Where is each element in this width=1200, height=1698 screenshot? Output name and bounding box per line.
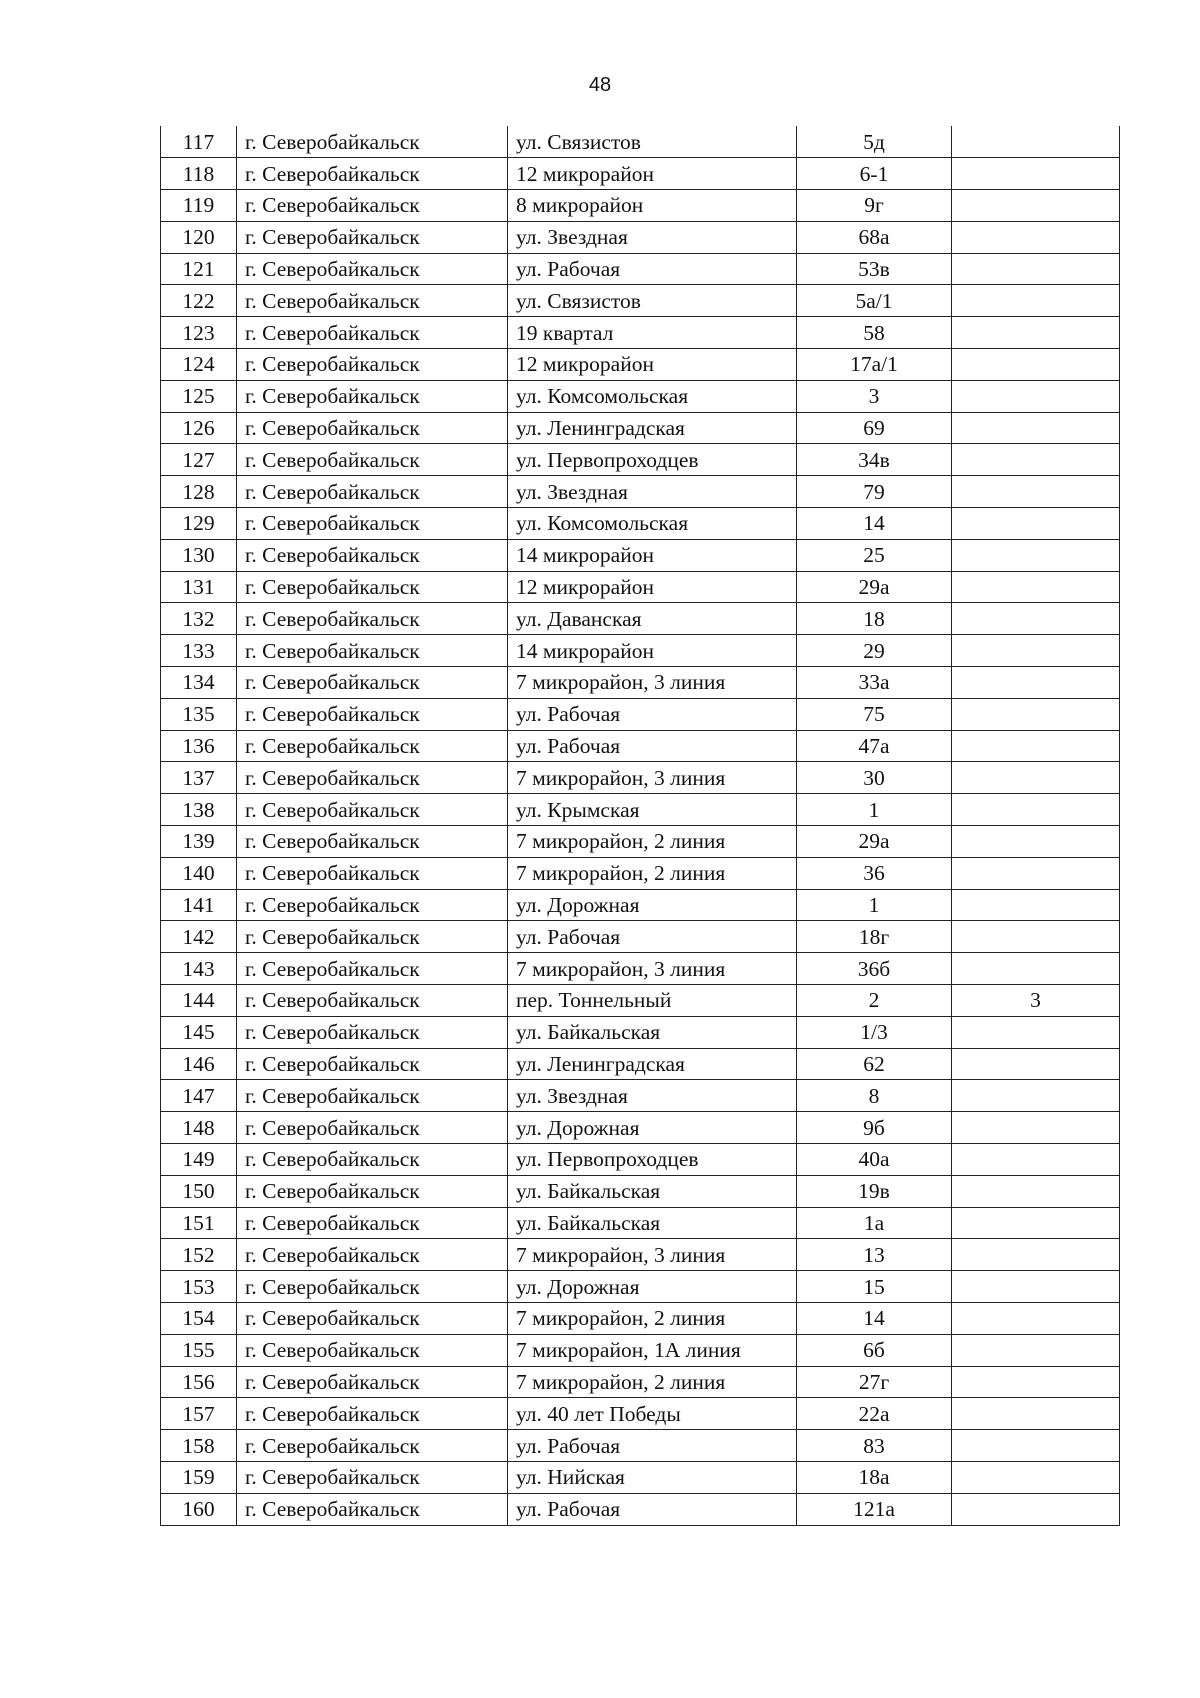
row-number-cell: 133 bbox=[161, 635, 237, 667]
street-cell: пер. Тоннельный bbox=[508, 985, 797, 1017]
house-number-cell: 25 bbox=[797, 539, 952, 571]
table-row bbox=[161, 730, 1120, 762]
city-cell: г. Северобайкальск bbox=[237, 190, 508, 222]
extra-cell bbox=[952, 603, 1120, 635]
row-number-cell: 143 bbox=[161, 953, 237, 985]
street-cell: ул. Рабочая bbox=[508, 730, 797, 762]
street-cell: ул. Связистов bbox=[508, 285, 797, 317]
table-row bbox=[161, 1461, 1120, 1493]
table-row bbox=[161, 380, 1120, 412]
extra-cell bbox=[952, 826, 1120, 858]
extra-cell bbox=[952, 158, 1120, 190]
table-row bbox=[161, 190, 1120, 222]
row-number-cell: 118 bbox=[161, 158, 237, 190]
row-number-cell: 126 bbox=[161, 412, 237, 444]
extra-cell bbox=[952, 317, 1120, 349]
row-number-cell: 151 bbox=[161, 1207, 237, 1239]
extra-cell bbox=[952, 1334, 1120, 1366]
table-row bbox=[161, 635, 1120, 667]
street-cell: ул. Дорожная bbox=[508, 889, 797, 921]
city-cell: г. Северобайкальск bbox=[237, 126, 508, 158]
extra-cell bbox=[952, 857, 1120, 889]
house-number-cell: 47а bbox=[797, 730, 952, 762]
street-cell: 7 микрорайон, 2 линия bbox=[508, 1366, 797, 1398]
table-row bbox=[161, 1366, 1120, 1398]
street-cell: 7 микрорайон, 3 линия bbox=[508, 667, 797, 699]
extra-cell bbox=[952, 190, 1120, 222]
table-row bbox=[161, 539, 1120, 571]
row-number-cell: 159 bbox=[161, 1461, 237, 1493]
row-number-cell: 155 bbox=[161, 1334, 237, 1366]
table-row bbox=[161, 126, 1120, 158]
street-cell: ул. Байкальская bbox=[508, 1175, 797, 1207]
row-number-cell: 130 bbox=[161, 539, 237, 571]
extra-cell bbox=[952, 730, 1120, 762]
table-row bbox=[161, 953, 1120, 985]
extra-cell bbox=[952, 921, 1120, 953]
city-cell: г. Северобайкальск bbox=[237, 317, 508, 349]
row-number-cell: 146 bbox=[161, 1048, 237, 1080]
city-cell: г. Северобайкальск bbox=[237, 1207, 508, 1239]
house-number-cell: 53в bbox=[797, 253, 952, 285]
table-row bbox=[161, 1398, 1120, 1430]
extra-cell bbox=[952, 539, 1120, 571]
street-cell: 19 квартал bbox=[508, 317, 797, 349]
house-number-cell: 83 bbox=[797, 1430, 952, 1462]
table-row bbox=[161, 985, 1120, 1017]
city-cell: г. Северобайкальск bbox=[237, 1271, 508, 1303]
city-cell: г. Северобайкальск bbox=[237, 571, 508, 603]
house-number-cell: 1а bbox=[797, 1207, 952, 1239]
row-number-cell: 128 bbox=[161, 476, 237, 508]
house-number-cell: 34в bbox=[797, 444, 952, 476]
extra-cell bbox=[952, 635, 1120, 667]
extra-cell bbox=[952, 1271, 1120, 1303]
house-number-cell: 8 bbox=[797, 1080, 952, 1112]
extra-cell bbox=[952, 1175, 1120, 1207]
city-cell: г. Северобайкальск bbox=[237, 1493, 508, 1525]
table-row bbox=[161, 1239, 1120, 1271]
city-cell: г. Северобайкальск bbox=[237, 1080, 508, 1112]
house-number-cell: 19в bbox=[797, 1175, 952, 1207]
table-row bbox=[161, 794, 1120, 826]
extra-cell bbox=[952, 126, 1120, 158]
city-cell: г. Северобайкальск bbox=[237, 380, 508, 412]
row-number-cell: 147 bbox=[161, 1080, 237, 1112]
extra-cell bbox=[952, 508, 1120, 540]
house-number-cell: 79 bbox=[797, 476, 952, 508]
table-row bbox=[161, 857, 1120, 889]
street-cell: ул. Комсомольская bbox=[508, 508, 797, 540]
extra-cell bbox=[952, 349, 1120, 381]
extra-cell bbox=[952, 1430, 1120, 1462]
street-cell: 7 микрорайон, 1А линия bbox=[508, 1334, 797, 1366]
street-cell: 8 микрорайон bbox=[508, 190, 797, 222]
street-cell: ул. Ленинградская bbox=[508, 412, 797, 444]
row-number-cell: 129 bbox=[161, 508, 237, 540]
row-number-cell: 134 bbox=[161, 667, 237, 699]
table-row bbox=[161, 1144, 1120, 1176]
house-number-cell: 29 bbox=[797, 635, 952, 667]
house-number-cell: 40а bbox=[797, 1144, 952, 1176]
street-cell: 12 микрорайон bbox=[508, 349, 797, 381]
extra-cell bbox=[952, 1016, 1120, 1048]
extra-cell bbox=[952, 444, 1120, 476]
city-cell: г. Северобайкальск bbox=[237, 730, 508, 762]
house-number-cell: 69 bbox=[797, 412, 952, 444]
table-row bbox=[161, 571, 1120, 603]
street-cell: 7 микрорайон, 2 линия bbox=[508, 826, 797, 858]
street-cell: ул. Звездная bbox=[508, 221, 797, 253]
street-cell: 14 микрорайон bbox=[508, 635, 797, 667]
street-cell: 7 микрорайон, 3 линия bbox=[508, 762, 797, 794]
city-cell: г. Северобайкальск bbox=[237, 1430, 508, 1462]
city-cell: г. Северобайкальск bbox=[237, 921, 508, 953]
table-row bbox=[161, 253, 1120, 285]
extra-cell bbox=[952, 476, 1120, 508]
extra-cell bbox=[952, 794, 1120, 826]
row-number-cell: 153 bbox=[161, 1271, 237, 1303]
row-number-cell: 138 bbox=[161, 794, 237, 826]
extra-cell bbox=[952, 380, 1120, 412]
house-number-cell: 33а bbox=[797, 667, 952, 699]
street-cell: 7 микрорайон, 3 линия bbox=[508, 1239, 797, 1271]
table-row bbox=[161, 1271, 1120, 1303]
city-cell: г. Северобайкальск bbox=[237, 1461, 508, 1493]
table-row bbox=[161, 1175, 1120, 1207]
house-number-cell: 9б bbox=[797, 1112, 952, 1144]
row-number-cell: 158 bbox=[161, 1430, 237, 1462]
house-number-cell: 9г bbox=[797, 190, 952, 222]
row-number-cell: 120 bbox=[161, 221, 237, 253]
city-cell: г. Северобайкальск bbox=[237, 826, 508, 858]
address-table bbox=[160, 126, 1120, 1526]
table-row bbox=[161, 1302, 1120, 1334]
extra-cell bbox=[952, 889, 1120, 921]
extra-cell bbox=[952, 412, 1120, 444]
table-row bbox=[161, 698, 1120, 730]
row-number-cell: 142 bbox=[161, 921, 237, 953]
table-row bbox=[161, 1048, 1120, 1080]
house-number-cell: 62 bbox=[797, 1048, 952, 1080]
extra-cell bbox=[952, 571, 1120, 603]
house-number-cell: 5д bbox=[797, 126, 952, 158]
row-number-cell: 117 bbox=[161, 126, 237, 158]
house-number-cell: 27г bbox=[797, 1366, 952, 1398]
extra-cell bbox=[952, 1080, 1120, 1112]
city-cell: г. Северобайкальск bbox=[237, 698, 508, 730]
extra-cell bbox=[952, 1144, 1120, 1176]
street-cell: 14 микрорайон bbox=[508, 539, 797, 571]
row-number-cell: 124 bbox=[161, 349, 237, 381]
street-cell: ул. Байкальская bbox=[508, 1207, 797, 1239]
street-cell: 7 микрорайон, 3 линия bbox=[508, 953, 797, 985]
table-row bbox=[161, 349, 1120, 381]
extra-cell bbox=[952, 1461, 1120, 1493]
extra-cell bbox=[952, 285, 1120, 317]
row-number-cell: 123 bbox=[161, 317, 237, 349]
street-cell: 7 микрорайон, 2 линия bbox=[508, 857, 797, 889]
table-row bbox=[161, 508, 1120, 540]
extra-cell: 3 bbox=[952, 985, 1120, 1017]
city-cell: г. Северобайкальск bbox=[237, 476, 508, 508]
row-number-cell: 132 bbox=[161, 603, 237, 635]
row-number-cell: 119 bbox=[161, 190, 237, 222]
city-cell: г. Северобайкальск bbox=[237, 667, 508, 699]
house-number-cell: 2 bbox=[797, 985, 952, 1017]
house-number-cell: 17а/1 bbox=[797, 349, 952, 381]
table-row bbox=[161, 1080, 1120, 1112]
city-cell: г. Северобайкальск bbox=[237, 285, 508, 317]
street-cell: ул. Байкальская bbox=[508, 1016, 797, 1048]
city-cell: г. Северобайкальск bbox=[237, 1302, 508, 1334]
table-row bbox=[161, 444, 1120, 476]
row-number-cell: 149 bbox=[161, 1144, 237, 1176]
city-cell: г. Северобайкальск bbox=[237, 794, 508, 826]
city-cell: г. Северобайкальск bbox=[237, 1144, 508, 1176]
extra-cell bbox=[952, 698, 1120, 730]
city-cell: г. Северобайкальск bbox=[237, 1239, 508, 1271]
table-row bbox=[161, 921, 1120, 953]
house-number-cell: 6-1 bbox=[797, 158, 952, 190]
street-cell: ул. Первопроходцев bbox=[508, 444, 797, 476]
row-number-cell: 135 bbox=[161, 698, 237, 730]
house-number-cell: 5а/1 bbox=[797, 285, 952, 317]
table-row bbox=[161, 889, 1120, 921]
street-cell: ул. 40 лет Победы bbox=[508, 1398, 797, 1430]
table-row bbox=[161, 667, 1120, 699]
house-number-cell: 30 bbox=[797, 762, 952, 794]
extra-cell bbox=[952, 953, 1120, 985]
street-cell: ул. Рабочая bbox=[508, 921, 797, 953]
row-number-cell: 157 bbox=[161, 1398, 237, 1430]
house-number-cell: 68а bbox=[797, 221, 952, 253]
city-cell: г. Северобайкальск bbox=[237, 1398, 508, 1430]
extra-cell bbox=[952, 762, 1120, 794]
city-cell: г. Северобайкальск bbox=[237, 857, 508, 889]
row-number-cell: 150 bbox=[161, 1175, 237, 1207]
city-cell: г. Северобайкальск bbox=[237, 444, 508, 476]
city-cell: г. Северобайкальск bbox=[237, 1048, 508, 1080]
row-number-cell: 154 bbox=[161, 1302, 237, 1334]
house-number-cell: 14 bbox=[797, 508, 952, 540]
street-cell: ул. Рабочая bbox=[508, 698, 797, 730]
house-number-cell: 22а bbox=[797, 1398, 952, 1430]
street-cell: ул. Дорожная bbox=[508, 1112, 797, 1144]
city-cell: г. Северобайкальск bbox=[237, 762, 508, 794]
city-cell: г. Северобайкальск bbox=[237, 1175, 508, 1207]
street-cell: ул. Даванская bbox=[508, 603, 797, 635]
house-number-cell: 18 bbox=[797, 603, 952, 635]
table-row bbox=[161, 285, 1120, 317]
city-cell: г. Северобайкальск bbox=[237, 1366, 508, 1398]
house-number-cell: 58 bbox=[797, 317, 952, 349]
table-row bbox=[161, 158, 1120, 190]
table-row bbox=[161, 1430, 1120, 1462]
row-number-cell: 137 bbox=[161, 762, 237, 794]
row-number-cell: 125 bbox=[161, 380, 237, 412]
city-cell: г. Северобайкальск bbox=[237, 158, 508, 190]
city-cell: г. Северобайкальск bbox=[237, 349, 508, 381]
extra-cell bbox=[952, 1048, 1120, 1080]
street-cell: ул. Рабочая bbox=[508, 1493, 797, 1525]
extra-cell bbox=[952, 667, 1120, 699]
city-cell: г. Северобайкальск bbox=[237, 1334, 508, 1366]
page-number: 48 bbox=[588, 74, 612, 96]
city-cell: г. Северобайкальск bbox=[237, 539, 508, 571]
house-number-cell: 14 bbox=[797, 1302, 952, 1334]
street-cell: ул. Первопроходцев bbox=[508, 1144, 797, 1176]
table-row bbox=[161, 1207, 1120, 1239]
row-number-cell: 136 bbox=[161, 730, 237, 762]
street-cell: ул. Крымская bbox=[508, 794, 797, 826]
city-cell: г. Северобайкальск bbox=[237, 1112, 508, 1144]
extra-cell bbox=[952, 1112, 1120, 1144]
city-cell: г. Северобайкальск bbox=[237, 985, 508, 1017]
extra-cell bbox=[952, 1239, 1120, 1271]
street-cell: ул. Нийская bbox=[508, 1461, 797, 1493]
city-cell: г. Северобайкальск bbox=[237, 508, 508, 540]
row-number-cell: 152 bbox=[161, 1239, 237, 1271]
street-cell: ул. Звездная bbox=[508, 1080, 797, 1112]
table-row bbox=[161, 1112, 1120, 1144]
house-number-cell: 18а bbox=[797, 1461, 952, 1493]
table-row bbox=[161, 603, 1120, 635]
city-cell: г. Северобайкальск bbox=[237, 253, 508, 285]
street-cell: 12 микрорайон bbox=[508, 158, 797, 190]
row-number-cell: 160 bbox=[161, 1493, 237, 1525]
street-cell: ул. Рабочая bbox=[508, 1430, 797, 1462]
city-cell: г. Северобайкальск bbox=[237, 412, 508, 444]
house-number-cell: 1/3 bbox=[797, 1016, 952, 1048]
extra-cell bbox=[952, 253, 1120, 285]
extra-cell bbox=[952, 1493, 1120, 1525]
house-number-cell: 1 bbox=[797, 794, 952, 826]
city-cell: г. Северобайкальск bbox=[237, 635, 508, 667]
row-number-cell: 148 bbox=[161, 1112, 237, 1144]
table-row bbox=[161, 826, 1120, 858]
row-number-cell: 141 bbox=[161, 889, 237, 921]
extra-cell bbox=[952, 1302, 1120, 1334]
extra-cell bbox=[952, 1398, 1120, 1430]
row-number-cell: 144 bbox=[161, 985, 237, 1017]
city-cell: г. Северобайкальск bbox=[237, 1016, 508, 1048]
street-cell: ул. Ленинградская bbox=[508, 1048, 797, 1080]
street-cell: ул. Дорожная bbox=[508, 1271, 797, 1303]
table-row bbox=[161, 317, 1120, 349]
street-cell: 7 микрорайон, 2 линия bbox=[508, 1302, 797, 1334]
row-number-cell: 145 bbox=[161, 1016, 237, 1048]
house-number-cell: 75 bbox=[797, 698, 952, 730]
extra-cell bbox=[952, 221, 1120, 253]
row-number-cell: 156 bbox=[161, 1366, 237, 1398]
table-row bbox=[161, 1016, 1120, 1048]
street-cell: ул. Комсомольская bbox=[508, 380, 797, 412]
house-number-cell: 36 bbox=[797, 857, 952, 889]
row-number-cell: 122 bbox=[161, 285, 237, 317]
row-number-cell: 139 bbox=[161, 826, 237, 858]
row-number-cell: 131 bbox=[161, 571, 237, 603]
table-row bbox=[161, 221, 1120, 253]
table-row bbox=[161, 762, 1120, 794]
extra-cell bbox=[952, 1207, 1120, 1239]
street-cell: ул. Связистов bbox=[508, 126, 797, 158]
row-number-cell: 121 bbox=[161, 253, 237, 285]
house-number-cell: 36б bbox=[797, 953, 952, 985]
house-number-cell: 29а bbox=[797, 826, 952, 858]
city-cell: г. Северобайкальск bbox=[237, 221, 508, 253]
house-number-cell: 18г bbox=[797, 921, 952, 953]
address-table-body bbox=[161, 126, 1120, 1525]
table-row bbox=[161, 476, 1120, 508]
house-number-cell: 29а bbox=[797, 571, 952, 603]
table-row bbox=[161, 1493, 1120, 1525]
row-number-cell: 140 bbox=[161, 857, 237, 889]
house-number-cell: 6б bbox=[797, 1334, 952, 1366]
row-number-cell: 127 bbox=[161, 444, 237, 476]
street-cell: ул. Звездная bbox=[508, 476, 797, 508]
house-number-cell: 13 bbox=[797, 1239, 952, 1271]
street-cell: ул. Рабочая bbox=[508, 253, 797, 285]
street-cell: 12 микрорайон bbox=[508, 571, 797, 603]
extra-cell bbox=[952, 1366, 1120, 1398]
table-row bbox=[161, 412, 1120, 444]
city-cell: г. Северобайкальск bbox=[237, 953, 508, 985]
house-number-cell: 3 bbox=[797, 380, 952, 412]
house-number-cell: 121а bbox=[797, 1493, 952, 1525]
house-number-cell: 1 bbox=[797, 889, 952, 921]
table-row bbox=[161, 1334, 1120, 1366]
house-number-cell: 15 bbox=[797, 1271, 952, 1303]
city-cell: г. Северобайкальск bbox=[237, 603, 508, 635]
city-cell: г. Северобайкальск bbox=[237, 889, 508, 921]
